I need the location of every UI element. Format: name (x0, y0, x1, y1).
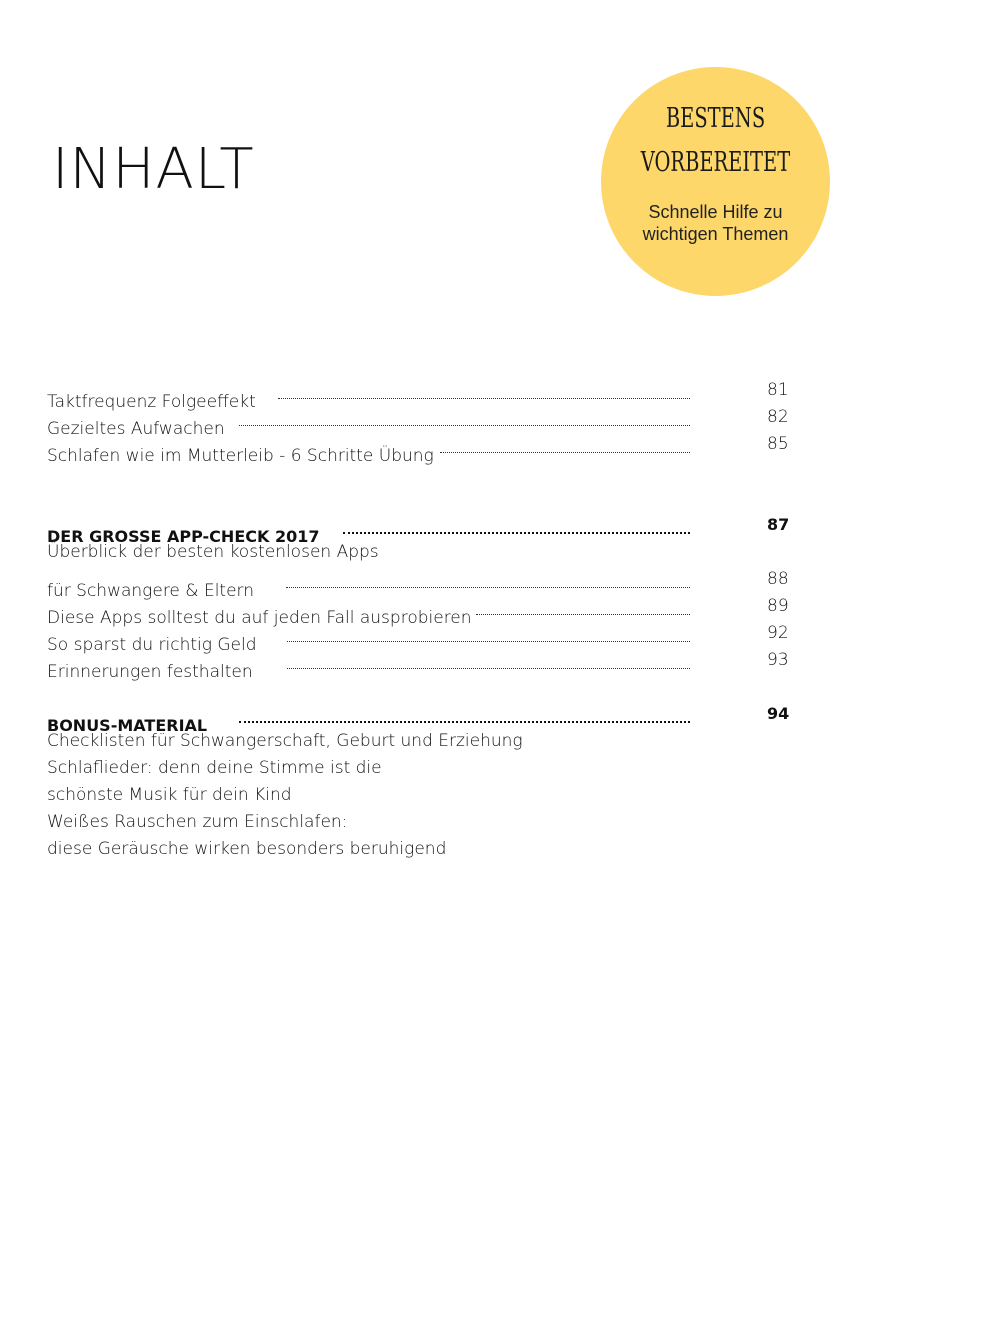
toc-group-2 (47, 515, 797, 682)
toc-section-heading[interactable] (47, 704, 797, 735)
toc-entry[interactable] (47, 623, 797, 655)
toc-entry[interactable] (47, 650, 797, 682)
toc-group-1 (47, 380, 797, 466)
toc-entry[interactable] (47, 731, 797, 758)
toc-entry[interactable] (47, 812, 797, 839)
toc-entry[interactable] (47, 758, 797, 785)
toc-entry[interactable] (47, 407, 797, 439)
badge-circle (601, 67, 830, 296)
toc-entry-title: Weißes Rauschen zum Einschlafen: (47, 812, 348, 832)
toc-leader (287, 623, 690, 650)
toc-entry-title: Taktfrequenz Folgeeffekt (47, 392, 256, 412)
toc-section-title: DER GROSSE APP-CHECK 2017 (47, 527, 320, 546)
toc-leader (343, 515, 690, 542)
toc-group-3 (47, 704, 797, 866)
toc-entry-page: 85 (767, 434, 789, 454)
badge-subtitle (611, 201, 820, 245)
toc-entry-title: Diese Apps solltest du auf jeden Fall ausprobieren (47, 608, 472, 628)
toc-section-page: 94 (767, 704, 790, 723)
toc-leader (476, 596, 690, 623)
toc-entry-page: 82 (767, 407, 789, 427)
toc-leader (287, 650, 690, 677)
toc-entry-page: 81 (767, 380, 789, 400)
toc-entry-title: Gezieltes Aufwachen (47, 419, 225, 439)
badge-headline-line1: BESTENS (665, 103, 766, 134)
toc-leader (286, 569, 690, 596)
toc-entry[interactable] (47, 569, 797, 601)
toc-entry-title: Schlafen wie im Mutterleib - 6 Schritte Übung (47, 446, 434, 466)
toc-entry-title: Schlaflieder: denn deine Stimme ist die (47, 758, 382, 778)
toc-entry-title: schönste Musik für dein Kind (47, 785, 292, 805)
table-of-contents (47, 380, 797, 866)
toc-entry[interactable] (47, 380, 797, 412)
toc-leader (239, 407, 690, 434)
toc-entry-page: 88 (767, 569, 789, 589)
toc-entry[interactable] (47, 542, 797, 569)
toc-entry-title: Checklisten für Schwangerschaft, Geburt und Erziehung (47, 731, 523, 751)
toc-section-heading[interactable] (47, 515, 797, 546)
badge-subtitle-line2: wichtigen Themen (642, 224, 789, 244)
toc-leader (239, 704, 690, 731)
toc-entry-title: Überblick der besten kostenlosen Apps (47, 542, 379, 562)
toc-entry-page: 92 (767, 623, 789, 643)
toc-entry-page: 93 (767, 650, 789, 670)
toc-section-title: BONUS-MATERIAL (47, 716, 208, 735)
badge-headline-line2: VORBEREITET (640, 147, 791, 178)
toc-entry-title: So sparst du richtig Geld (47, 635, 257, 655)
toc-entry[interactable] (47, 596, 797, 628)
toc-leader (440, 434, 690, 461)
toc-section-page: 87 (767, 515, 790, 534)
badge-headline (633, 97, 798, 185)
toc-entry[interactable] (47, 434, 797, 466)
toc-entry-title: Erinnerungen festhalten (47, 662, 253, 682)
toc-leader (278, 380, 690, 407)
toc-entry[interactable] (47, 839, 797, 866)
toc-entry[interactable] (47, 785, 797, 812)
toc-entry-title: für Schwangere & Eltern (47, 581, 255, 601)
toc-entry-page: 89 (767, 596, 789, 616)
page-title: INHALT (52, 137, 255, 202)
badge-subtitle-line1: Schnelle Hilfe zu (648, 202, 783, 222)
toc-entry-title: diese Geräusche wirken besonders beruhigend (47, 839, 447, 859)
